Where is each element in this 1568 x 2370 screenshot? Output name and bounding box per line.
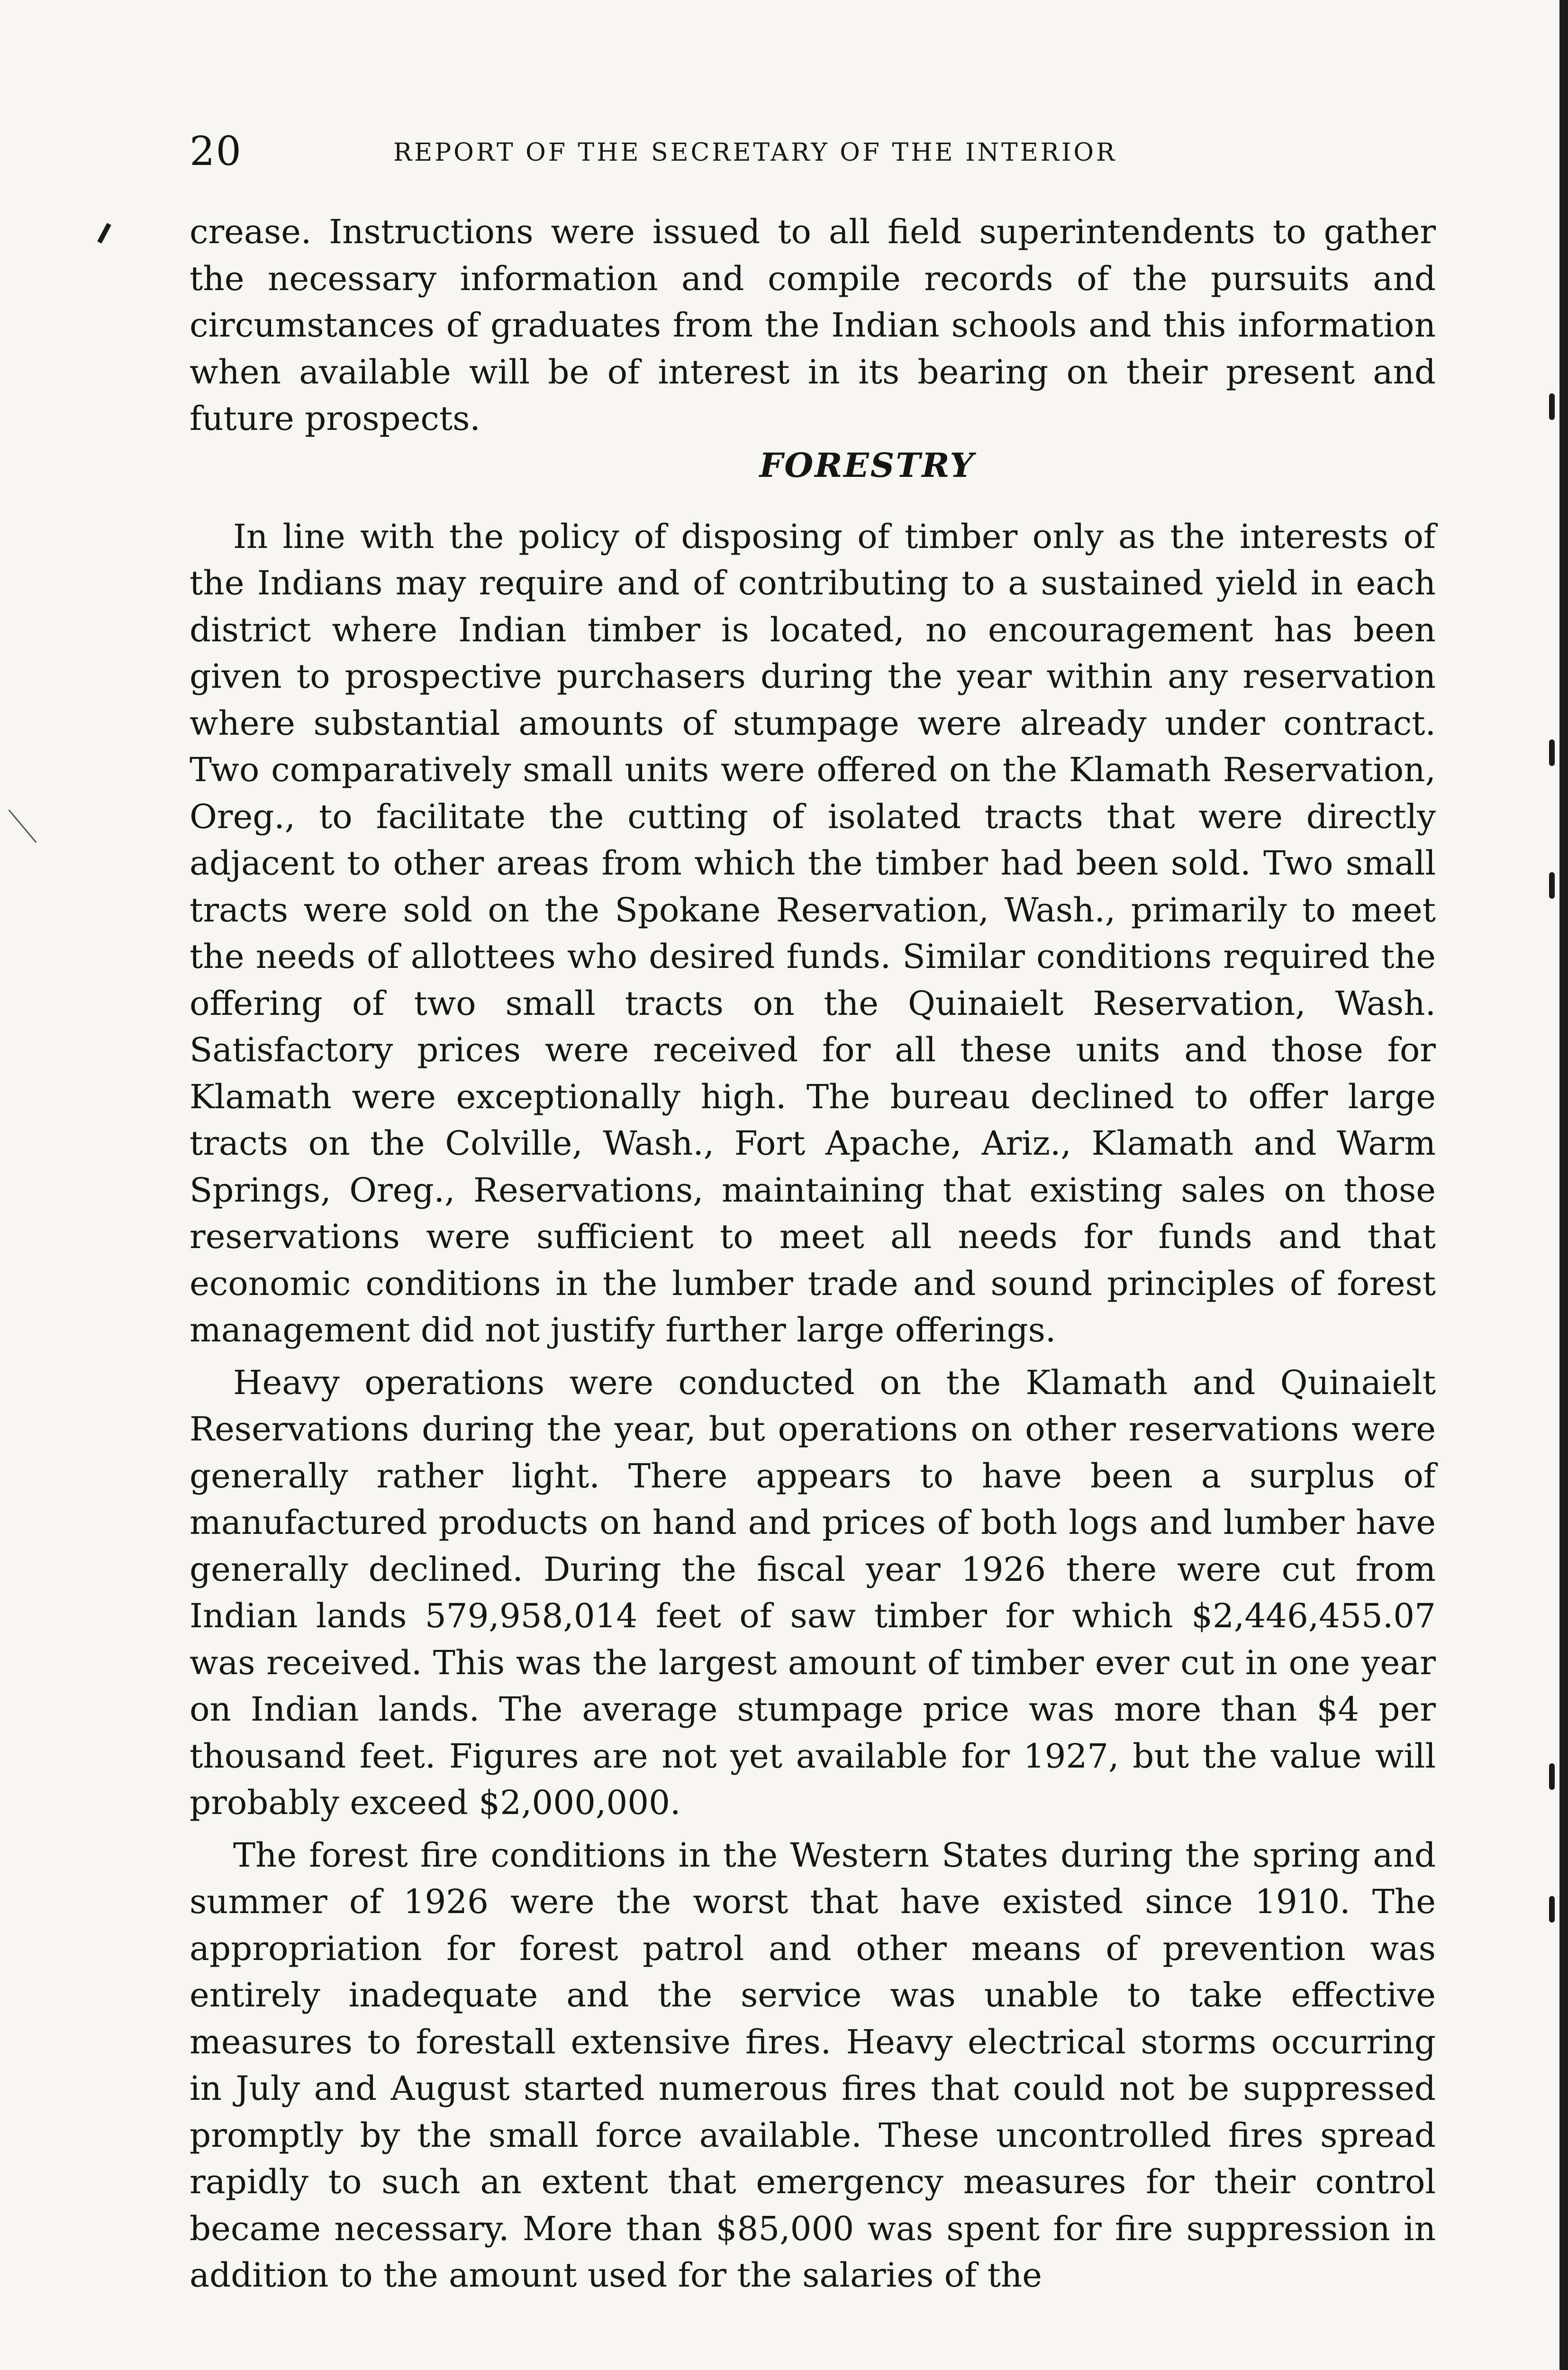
margin-binding-mark [1549,393,1555,420]
margin-binding-mark [1549,739,1555,766]
margin-binding-mark [1549,1896,1555,1923]
paragraph-spacer [190,1354,1436,1359]
margin-binding-mark [1549,872,1555,899]
page-number: 20 [190,128,242,174]
title-spacer [190,489,1436,513]
paragraph-forestry-policy: In line with the policy of disposing of timber only as the interests of the Indians may require and of contributing to a sustained yield in each district where Indian timber is located, no encouragement has been given to prospective purchasers during the year within any reservation where substantial amounts of stumpage were already under contract. Two comparatively small units were offered on the Klamath Reservation, Oreg., to facilitate the cutting of isolated tracts that were directly adjacent to other areas from which the timber had been sold. Two small tracts were sold on the Spokane Reservation, Wash., primarily to meet the needs of allottees who desired funds. Similar conditions required the offering of two small tracts on the Quinaielt Reservation, Wash. Satisfactory prices were received for all these units and those for Klamath were exceptionally high. The bureau declined to offer large tracts on the Colville, Wash., Fort Apache, Ariz., Klamath and Warm Springs, Oreg., Reservations, maintaining that existing sales on those reservations were sufficient to meet all needs for funds and that economic conditions in the lumber trade and sound principles of forest management did not justify further large offerings. [190,517,1436,1349]
scan-edge-right [1559,0,1568,2370]
paragraph-spacer [190,1826,1436,1832]
body-text [190,209,1436,2299]
paragraph-operations: Heavy operations were conducted on the Klamath and Quinaielt Reservations during the year, but operations on other reservations were generally rather light. There appears to have been a surplus of manufactured products on hand and prices of both logs and lumber have generally declined. During the fiscal year 1926 there were cut from Indian lands 579,958,014 feet of saw timber for which $2,446,455.07 was received. This was the largest amount of timber ever cut in one year on Indian lands. The average stumpage price was more than $4 per thousand feet. Figures are not yet available for 1927, but the value will probably exceed $2,000,000. [190,1363,1436,1822]
margin-pencil-mark [97,223,111,244]
section-title: FORESTRY [759,445,975,485]
margin-stray-mark [8,810,36,843]
running-head: REPORT OF THE SECRETARY OF THE INTERIOR [393,138,1117,167]
margin-binding-mark [1549,1763,1555,1790]
page-header [190,128,1436,180]
paragraph-continued: crease. Instructions were issued to all field superintendents to gather the necessary information and compile records of the pursuits and circumstances of graduates from the Indian schools and this information when available will be of interest in its bearing on their present and future prospects. [190,212,1436,438]
paragraph-forest-fire: The forest fire conditions in the Western States during the spring and summer of 1926 were the worst that have existed since 1910. The appropriation for forest patrol and other means of prevention was entirely inadequate and the service was unable to take effective measures to forestall extensive fires. Heavy electrical storms occurring in July and August started numerous fires that could not be suppressed promptly by the small force available. These uncontrolled fires spread rapidly to such an extent that emergency measures for their control became necessary. More than $85,000 was spent for fire suppression in addition to the amount used for the salaries of the [190,1835,1436,2295]
